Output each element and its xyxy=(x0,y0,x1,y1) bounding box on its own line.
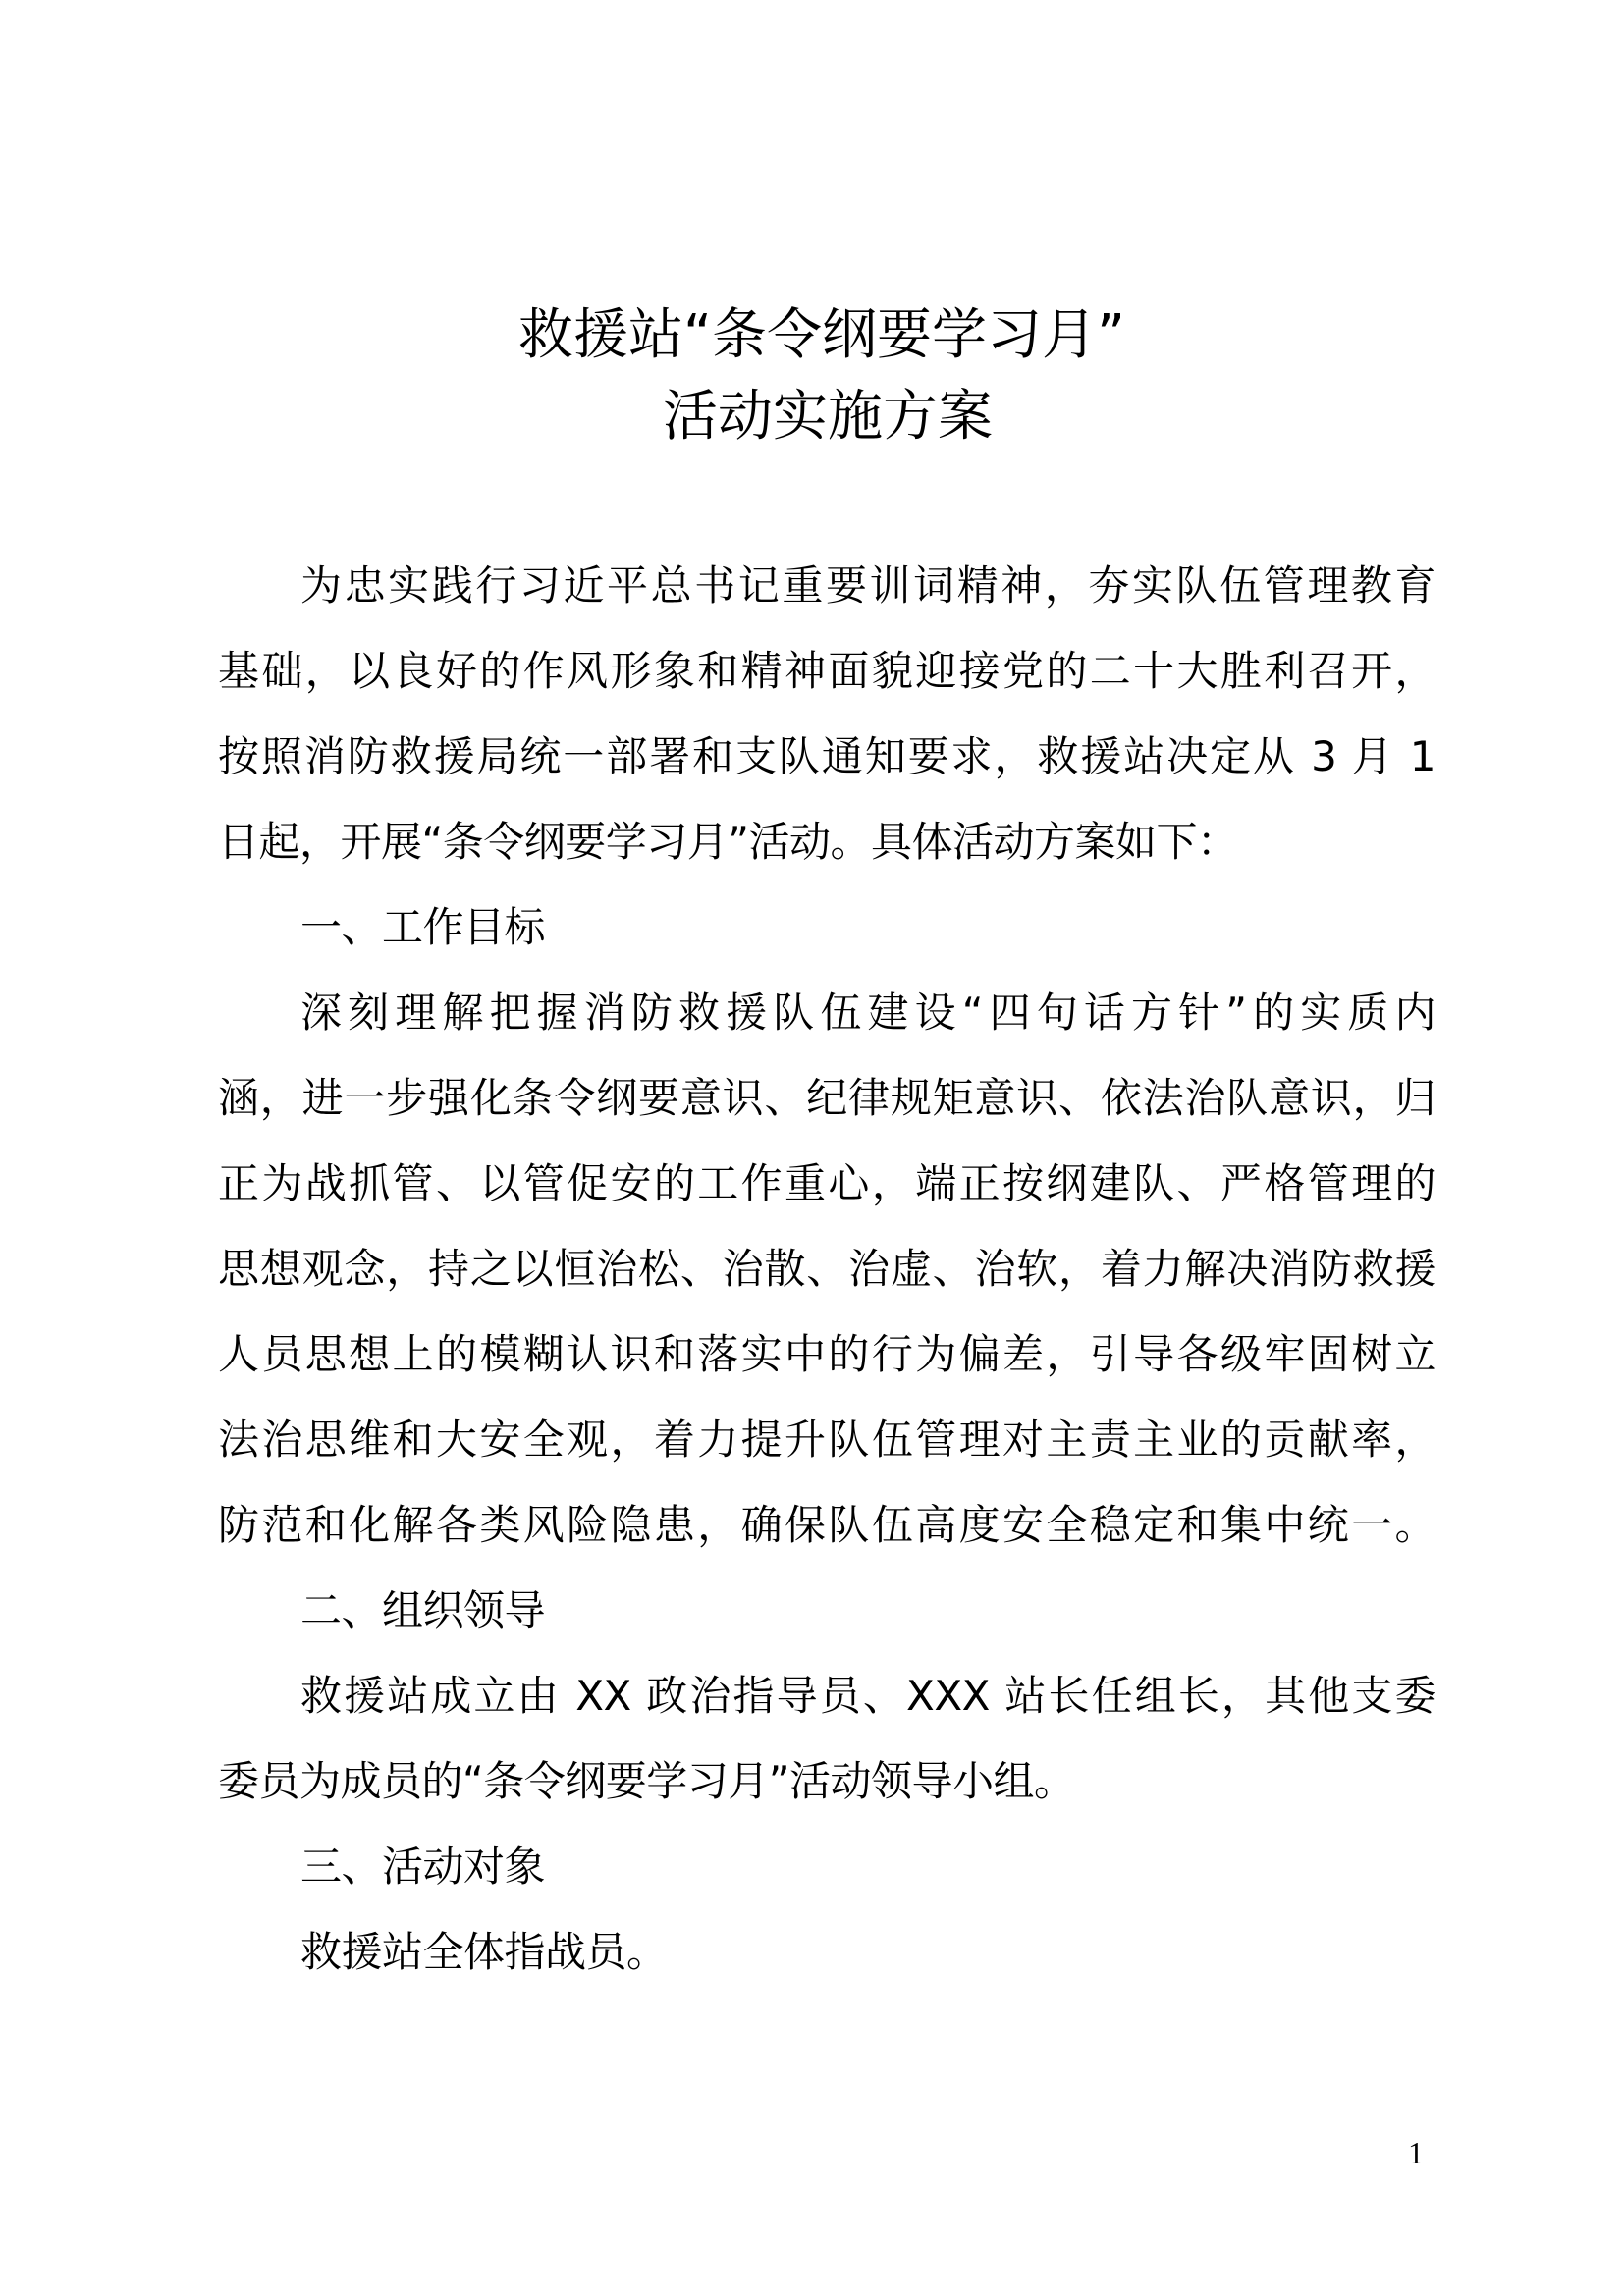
section-heading-targets: 三、活动对象 xyxy=(300,1842,546,1891)
paragraph-targets-line-1: 救援站全体指战员。 xyxy=(300,1928,668,1976)
paragraph-goals-line-3: 正为战抓管、以管促安的工作重心，端正按纲建队、严格管理的 xyxy=(218,1159,1435,1207)
section-heading-organization: 二、组织领导 xyxy=(300,1586,546,1634)
paragraph-goals-line-7: 防范和化解各类风险隐患，确保队伍高度安全稳定和集中统一。 xyxy=(218,1501,1435,1549)
paragraph-goals-line-4: 思想观念，持之以恒治松、治散、治虚、治软，着力解决消防救援 xyxy=(218,1245,1435,1293)
paragraph-goals-line-1: 深刻理解把握消防救援队伍建设“四句话方针”的实质内 xyxy=(300,988,1435,1037)
paragraph-organization-line-2: 委员为成员的“条令纲要学习月”活动领导小组。 xyxy=(218,1757,1075,1805)
paragraph-intro-line-3: 按照消防救援局统一部署和支队通知要求，救援站决定从 3 月 1 xyxy=(218,732,1435,780)
section-heading-work-goals: 一、工作目标 xyxy=(300,903,546,951)
paragraph-intro-line-2: 基础，以良好的作风形象和精神面貌迎接党的二十大胜利召开， xyxy=(218,647,1435,695)
document-title-line-2: 活动实施方案 xyxy=(663,385,993,449)
document-title-line-1: 救援站“条令纲要学习月” xyxy=(517,303,1126,367)
page-number: 1 xyxy=(1408,2135,1424,2170)
paragraph-goals-line-2: 涵，进一步强化条令纲要意识、纪律规矩意识、依法治队意识，归 xyxy=(218,1074,1435,1122)
paragraph-organization-line-1: 救援站成立由 XX 政治指导员、XXX 站长任组长，其他支委 xyxy=(300,1672,1435,1720)
paragraph-goals-line-5: 人员思想上的模糊认识和落实中的行为偏差，引导各级牢固树立 xyxy=(218,1330,1435,1378)
paragraph-intro-line-1: 为忠实践行习近平总书记重要训词精神，夯实队伍管理教育 xyxy=(300,561,1435,610)
paragraph-intro-line-4: 日起，开展“条令纲要学习月”活动。具体活动方案如下： xyxy=(218,818,1238,866)
paragraph-goals-line-6: 法治思维和大安全观，着力提升队伍管理对主责主业的贡献率， xyxy=(218,1415,1435,1464)
